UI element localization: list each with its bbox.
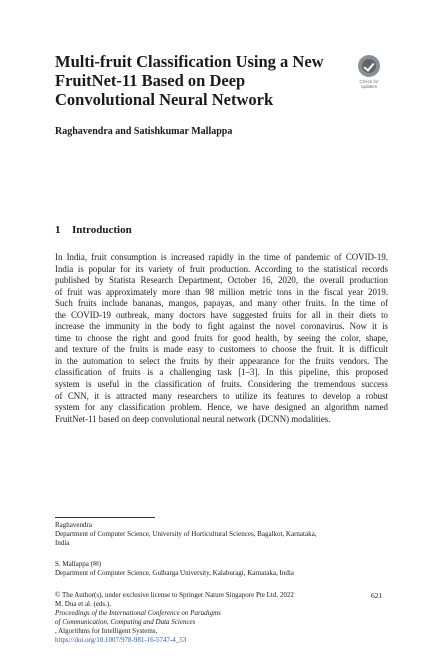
body-line: Such fruits include bananas, mangos, papayas, and many other fruits. In the time of	[55, 298, 388, 309]
citation-series: , Algorithms for Intelligent Systems,	[55, 627, 158, 635]
check-for-updates-icon	[358, 55, 380, 77]
body-line: in the automation to select the fruits by their appearance for the fruits vendors. The	[55, 355, 388, 366]
page-number: 621	[371, 591, 383, 600]
badge-label-line1: Check for	[359, 79, 379, 84]
body-line: of fruit was approximately more than 98 million metric tons in the fiscal year 2019.	[55, 286, 388, 297]
body-line: classification of fruits is a challenging task [1–3]. In this pipeline, this proposed	[55, 367, 388, 378]
publication-info	[55, 591, 388, 645]
body-line: time to choose the right and good fruits for good health, by seeing the color, shape,	[55, 332, 388, 343]
body-line: India is popular for its variety of fruit production. According to the statistical records	[55, 263, 388, 274]
title-line: FruitNet-11 Based on Deep	[55, 71, 246, 90]
body-line: In India, fruit consumption is increased rapidly in the time of pandemic of COVID-19.	[55, 252, 388, 262]
copyright-line: © The Author(s), under exclusive license to Springer Nature Singapore Pte Ltd. 2022	[55, 591, 294, 599]
citation-line-2	[55, 618, 388, 636]
citation-editors: M. Dua et al. (eds.),	[55, 600, 111, 608]
body-line: increase the immunity in the body to fight against the novel coronavirus. Now it is	[55, 321, 388, 332]
paper-title	[55, 52, 345, 109]
section-number: 1	[55, 224, 61, 236]
body-line: system for any classification problem. Hence, we have designed an algorithm named	[55, 402, 388, 413]
citation-proceedings-title-cont: of Communication, Computing and Data Sciences	[55, 618, 196, 626]
badge-label	[353, 79, 385, 89]
body-line: and texture of the fruits is made easy to customers to choose the fruit. It is difficult	[55, 344, 388, 355]
doi-link[interactable]: https://doi.org/10.1007/978-981-16-5747-4_53	[55, 636, 187, 644]
section-title: Introduction	[72, 224, 132, 236]
footnote-divider	[55, 517, 155, 518]
author2-footnote	[55, 560, 388, 578]
body-line: of CNN, it is attracted many researchers to utilize its features to develop a robust	[55, 390, 388, 401]
body-line: system is useful in the classification of fruits. Considering the tremendous success	[55, 379, 388, 390]
citation-proceedings-title: Proceedings of the International Conference on Paradigms	[55, 609, 221, 617]
badge-label-line2: updates	[360, 84, 377, 89]
body-paragraph	[55, 252, 388, 425]
author1-footnote	[55, 521, 388, 548]
author1-name: Raghavendra	[55, 521, 92, 529]
author-list: Raghavendra and Satishkumar Mallappa	[55, 126, 233, 137]
section-heading	[55, 224, 132, 236]
title-line: Multi-fruit Classification Using a New	[55, 52, 324, 71]
author1-affiliation: Department of Computer Science, University of Horticultural Sciences, Bagalkot, Karnataka,	[55, 530, 317, 538]
author2-affiliation: Department of Computer Science, Gulbarga University, Kalaburagi, Karnataka, India	[55, 569, 294, 577]
body-line: published by Statista Research Department, October 16, 2020, the overall production	[55, 275, 388, 286]
check-for-updates-badge[interactable]	[353, 55, 385, 91]
citation-line-1	[55, 600, 388, 618]
author1-affiliation-cont: India	[55, 539, 70, 547]
body-line: the COVID-19 outbreak, many doctors have suggested fruits for all in their diets to	[55, 309, 388, 320]
author2-name: S. Mallappa (✉)	[55, 560, 102, 568]
title-line: Convolutional Neural Network	[55, 90, 274, 109]
body-line: FruitNet-11 based on deep convolutional neural network (DCNN) modalities.	[55, 413, 331, 424]
